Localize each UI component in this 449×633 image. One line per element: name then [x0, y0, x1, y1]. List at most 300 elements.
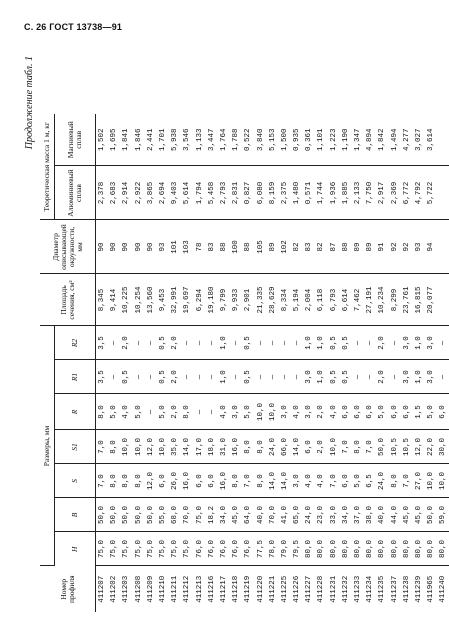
table-cell: 100 — [230, 220, 242, 274]
table-body — [96, 114, 449, 612]
table-row — [157, 114, 169, 612]
table-cell: 4,0 — [218, 394, 230, 430]
table-cell: 1,0 — [218, 326, 230, 360]
table-cell: 3,0 — [230, 394, 242, 430]
table-cell: — — [133, 326, 145, 360]
table-cell: — — [133, 360, 145, 394]
table-cell: 50,0 — [96, 498, 109, 532]
table-cell: 411235 — [378, 575, 387, 603]
table-cell: 31,0 — [218, 430, 230, 464]
table-cell: 32,991 — [169, 274, 181, 326]
table-cell: 411209 — [146, 575, 155, 603]
table-cell: 16,0 — [181, 464, 193, 498]
table-cell: 83 — [206, 220, 218, 274]
table-cell: 14,0 — [267, 464, 279, 498]
table-cell: 75,0 — [96, 532, 109, 566]
table-cell: — — [389, 326, 401, 360]
table-cell: 6,0 — [157, 464, 169, 498]
table-cell: 89 — [352, 220, 364, 274]
table-row — [230, 114, 242, 612]
table-cell: 80,0 — [401, 532, 413, 566]
table-cell: 10,0 — [425, 464, 437, 498]
table-cell: 55,0 — [157, 498, 169, 532]
table-cell: 10,225 — [120, 274, 132, 326]
table-row — [279, 114, 291, 612]
table-cell: 6,5 — [364, 464, 376, 498]
table-cell: 411231 — [329, 575, 338, 603]
profile-table — [40, 114, 449, 612]
table-cell: 0,522 — [242, 114, 254, 166]
table-cell: 27,0 — [413, 464, 425, 498]
table-cell: 90 — [108, 220, 120, 274]
table-cell: 16,815 — [413, 274, 425, 326]
table-cell: 103 — [181, 220, 193, 274]
table-cell: 80,0 — [425, 532, 437, 566]
table-cell: — — [194, 394, 206, 430]
table-cell: 7,0 — [96, 430, 109, 464]
table-cell: 75,0 — [194, 498, 206, 532]
table-row — [437, 114, 449, 612]
table-cell: 9,933 — [230, 274, 242, 326]
table-cell: 40,0 — [376, 498, 388, 532]
table-cell: 8,0 — [242, 430, 254, 464]
table-cell: — — [145, 394, 157, 430]
table-cell: — — [364, 326, 376, 360]
table-cell: 78,0 — [267, 532, 279, 566]
table-cell: 2,0 — [169, 360, 181, 394]
header-R2: R2 — [55, 326, 96, 360]
table-row — [364, 114, 376, 612]
table-cell: 411238 — [402, 575, 411, 603]
table-cell: 8,0 — [389, 464, 401, 498]
table-cell: 5,153 — [267, 114, 279, 166]
table-row — [315, 114, 327, 612]
table-cell: 2,793 — [218, 166, 230, 220]
table-cell: 1,841 — [120, 114, 132, 166]
table-cell: 80,0 — [413, 532, 425, 566]
table-cell: 6,0 — [194, 464, 206, 498]
table-cell: 2,831 — [230, 166, 242, 220]
table-cell: — — [206, 360, 218, 394]
table-cell: 45,0 — [401, 498, 413, 532]
table-row — [291, 114, 303, 612]
table-cell: 93 — [413, 220, 425, 274]
table-cell: 1,764 — [218, 114, 230, 166]
table-cell: 8,0 — [133, 464, 145, 498]
table-cell: 7,750 — [364, 166, 376, 220]
table-cell: 411965 — [427, 575, 436, 603]
table-cell: 10,0 — [133, 430, 145, 464]
table-cell: 78 — [194, 220, 206, 274]
table-cell: 44,0 — [389, 498, 401, 532]
table-cell: 7,0 — [340, 430, 352, 464]
table-row — [194, 114, 206, 612]
table-cell — [437, 220, 449, 274]
table-cell: 50,0 — [376, 430, 388, 464]
table-cell: 8,334 — [279, 274, 291, 326]
table-cell: 411226 — [293, 575, 302, 603]
table-row — [413, 114, 425, 612]
table-row — [425, 114, 437, 612]
table-cell: 10,0 — [328, 430, 340, 464]
table-cell: 3,027 — [413, 114, 425, 166]
header-S1: S1 — [55, 430, 96, 464]
table-cell: 3,5 — [96, 326, 109, 360]
table-cell: 6,0 — [352, 394, 364, 430]
header-mass-al: Алюминиевый сплав — [55, 166, 96, 220]
table-cell: — — [279, 326, 291, 360]
table-cell: — — [108, 360, 120, 394]
table-cell: 23,0 — [315, 498, 327, 532]
table-cell: — — [389, 360, 401, 394]
table-cell: 90 — [120, 220, 132, 274]
table-cell: 18,0 — [206, 430, 218, 464]
table-cell: — — [291, 360, 303, 394]
rotated-table-area — [22, 52, 448, 612]
table-caption: Продолжение табл. 1 — [24, 56, 35, 150]
table-cell: 10,0 — [437, 464, 449, 498]
table-cell: 92 — [389, 220, 401, 274]
table-cell: 76,0 — [194, 532, 206, 566]
table-row — [218, 114, 230, 612]
table-cell: 76,0 — [230, 532, 242, 566]
table-cell: 26,0 — [169, 464, 181, 498]
table-cell: — — [254, 326, 266, 360]
table-cell: 80,0 — [437, 532, 449, 566]
table-cell: 90 — [96, 220, 109, 274]
table-cell: 2,901 — [242, 274, 254, 326]
table-cell: 411212 — [183, 575, 192, 603]
table-cell: 75,0 — [108, 532, 120, 566]
table-cell: 16,0 — [230, 430, 242, 464]
table-cell: 4,0 — [315, 464, 327, 498]
table-cell: 2,441 — [145, 114, 157, 166]
table-cell: 1,0 — [303, 326, 315, 360]
table-row — [169, 114, 181, 612]
table-cell: 8,0 — [108, 464, 120, 498]
table-cell: 1,494 — [389, 114, 401, 166]
table-cell: 14,0 — [279, 464, 291, 498]
table-cell: 3,0 — [401, 360, 413, 394]
table-row — [242, 114, 254, 612]
table-cell: 1,842 — [376, 114, 388, 166]
table-cell: 6,0 — [364, 394, 376, 430]
table-cell: 6,118 — [315, 274, 327, 326]
table-cell: 411207 — [98, 575, 107, 603]
table-cell: 2,0 — [376, 326, 388, 360]
table-cell: 19,180 — [206, 274, 218, 326]
table-cell: 70,0 — [267, 498, 279, 532]
table-cell: 1,701 — [157, 114, 169, 166]
table-cell: 30,0 — [437, 430, 449, 464]
table-cell: 6,080 — [254, 166, 266, 220]
table-cell: 0,5 — [120, 360, 132, 394]
table-cell: 4,0 — [328, 394, 340, 430]
table-cell: 2,0 — [376, 360, 388, 394]
table-cell: 1,0 — [413, 326, 425, 360]
table-cell: 7,0 — [96, 464, 109, 498]
table-cell: 0,5 — [157, 360, 169, 394]
table-cell: 2,683 — [108, 166, 120, 220]
table-cell: 64,0 — [242, 498, 254, 532]
table-cell — [437, 274, 449, 326]
table-row — [389, 114, 401, 612]
table-row — [401, 114, 413, 612]
table-cell: 75,0 — [133, 532, 145, 566]
table-cell: 411216 — [207, 575, 216, 603]
table-cell: 80,0 — [364, 532, 376, 566]
table-cell: 4,894 — [364, 114, 376, 166]
table-cell: — — [437, 326, 449, 360]
table-cell: 3,0 — [401, 326, 413, 360]
table-cell: 3,5 — [96, 360, 109, 394]
table-row — [181, 114, 193, 612]
table-cell: 6,772 — [401, 166, 413, 220]
table-cell: 1,0 — [315, 326, 327, 360]
table-cell: 2,694 — [157, 166, 169, 220]
table-cell: 0,5 — [157, 326, 169, 360]
table-cell: 5,0 — [133, 394, 145, 430]
table-cell: 10,0 — [267, 394, 279, 430]
table-cell: 1,5 — [413, 394, 425, 430]
table-cell: 3,0 — [303, 360, 315, 394]
table-cell: — — [145, 360, 157, 394]
table-cell: 80,0 — [352, 532, 364, 566]
table-cell: 8,299 — [389, 274, 401, 326]
table-cell: 66,0 — [279, 430, 291, 464]
table-cell: 59,0 — [437, 498, 449, 532]
table-cell: 411227 — [305, 575, 314, 603]
table-cell: 87 — [328, 220, 340, 274]
table-cell: 411211 — [171, 575, 180, 603]
table-cell: 17,0 — [194, 430, 206, 464]
table-cell: 3,0 — [291, 464, 303, 498]
table-cell: 5,0 — [376, 394, 388, 430]
table-cell: 1,0 — [218, 360, 230, 394]
table-cell: 1,133 — [194, 114, 206, 166]
table-cell: 8,0 — [120, 464, 132, 498]
table-cell: — — [145, 326, 157, 360]
table-cell: 88 — [218, 220, 230, 274]
table-cell: 6,614 — [340, 274, 352, 326]
table-cell: 75,0 — [169, 532, 181, 566]
table-cell: 6,0 — [340, 464, 352, 498]
table-cell: — — [194, 326, 206, 360]
table-cell: 0,5 — [340, 360, 352, 394]
table-cell: 4,0 — [291, 394, 303, 430]
table-cell: — — [267, 326, 279, 360]
table-cell: 38,0 — [364, 498, 376, 532]
table-cell: 65,0 — [291, 498, 303, 532]
table-cell: 7,0 — [401, 464, 413, 498]
table-cell: 1,744 — [315, 166, 327, 220]
table-cell: 0,5 — [242, 326, 254, 360]
table-cell: 10,0 — [120, 430, 132, 464]
table-cell: 0,5 — [242, 360, 254, 394]
table-cell: 2,914 — [120, 166, 132, 220]
table-cell: 1,936 — [328, 166, 340, 220]
table-cell: 4,792 — [413, 166, 425, 220]
table-cell: 8,0 — [254, 430, 266, 464]
table-cell: 3,0 — [425, 360, 437, 394]
table-cell: 41,0 — [279, 498, 291, 532]
table-cell: 10,0 — [254, 394, 266, 430]
table-cell: 9,414 — [108, 274, 120, 326]
table-cell: 0,571 — [303, 166, 315, 220]
table-cell: 1,695 — [108, 114, 120, 166]
table-cell: 34,0 — [340, 498, 352, 532]
table-cell: — — [352, 360, 364, 394]
table-cell: 9,403 — [169, 166, 181, 220]
table-cell: — — [181, 326, 193, 360]
table-cell: 1,101 — [315, 114, 327, 166]
table-cell: 50,0 — [425, 498, 437, 532]
table-cell: 68,0 — [169, 498, 181, 532]
table-cell: 2,378 — [96, 166, 109, 220]
table-cell: 45,0 — [230, 498, 242, 532]
table-cell: 50,0 — [133, 498, 145, 532]
table-row — [376, 114, 388, 612]
table-cell: 2,369 — [389, 166, 401, 220]
table-cell: 2,0 — [169, 394, 181, 430]
page-header: С. 26 ГОСТ 13738—91 — [24, 22, 123, 32]
table-cell: 5,0 — [108, 394, 120, 430]
table-cell: 50,0 — [108, 498, 120, 532]
table-cell: 0,935 — [291, 114, 303, 166]
table-cell: 5,0 — [242, 394, 254, 430]
table-cell: 75,0 — [120, 532, 132, 566]
table-cell: 76,0 — [206, 532, 218, 566]
table-cell: 0,5 — [328, 360, 340, 394]
table-cell: 411218 — [232, 575, 241, 603]
table-cell: 10,254 — [133, 274, 145, 326]
table-cell: 75,0 — [145, 532, 157, 566]
table-cell: — — [267, 360, 279, 394]
table-row — [96, 114, 109, 612]
table-cell: 1,0 — [315, 360, 327, 394]
header-dims-group: Размеры, мм — [40, 326, 55, 566]
table-cell: 83 — [303, 220, 315, 274]
table-cell: 8,345 — [96, 274, 109, 326]
table-cell: 3,840 — [254, 114, 266, 166]
table-cell: 1,846 — [133, 114, 145, 166]
table-row — [352, 114, 364, 612]
table-cell: 411210 — [159, 575, 168, 603]
table-cell: 2,917 — [376, 166, 388, 220]
table-row — [254, 114, 266, 612]
table-cell: 80,0 — [340, 532, 352, 566]
header-area: Площадь сечения, см² — [40, 274, 96, 326]
table-cell: 5,194 — [291, 274, 303, 326]
table-cell: 35,0 — [169, 430, 181, 464]
table-cell: 75,0 — [157, 532, 169, 566]
table-cell: 34,0 — [218, 498, 230, 532]
table-cell: 80,0 — [303, 532, 315, 566]
table-cell: 40,0 — [254, 498, 266, 532]
table-cell: 6,793 — [328, 274, 340, 326]
table-cell: 0,5 — [340, 326, 352, 360]
table-cell: 20,077 — [425, 274, 437, 326]
header-mass-mg: Магниевый сплав — [55, 114, 96, 166]
table-cell: 9,453 — [157, 274, 169, 326]
table-cell: 50,0 — [145, 498, 157, 532]
table-cell: 1,347 — [352, 114, 364, 166]
table-cell — [437, 114, 449, 166]
table-cell: 411240 — [439, 575, 448, 603]
table-row — [206, 114, 218, 612]
table-cell: 9,799 — [218, 274, 230, 326]
table-cell: 12,0 — [413, 430, 425, 464]
table-cell: 92 — [401, 220, 413, 274]
table-cell: 10,5 — [401, 430, 413, 464]
table-row — [133, 114, 145, 612]
table-cell: 93 — [157, 220, 169, 274]
table-cell: 10,5 — [389, 430, 401, 464]
table-cell: 8,0 — [352, 430, 364, 464]
table-cell: 5,614 — [181, 166, 193, 220]
table-cell: 89 — [364, 220, 376, 274]
table-cell: 411228 — [317, 575, 326, 603]
table-cell: 411237 — [390, 575, 399, 603]
table-cell: 8,0 — [108, 430, 120, 464]
table-cell: 102 — [279, 220, 291, 274]
table-cell: 80,0 — [376, 532, 388, 566]
table-cell: 12,0 — [145, 464, 157, 498]
table-cell: 105 — [254, 220, 266, 274]
table-cell: 7,0 — [242, 464, 254, 498]
table-cell — [437, 166, 449, 220]
table-cell: 14,0 — [181, 430, 193, 464]
table-cell: — — [364, 360, 376, 394]
table-cell: 70,0 — [181, 498, 193, 532]
table-cell: 45,0 — [413, 498, 425, 532]
table-cell: 1,223 — [328, 114, 340, 166]
table-cell: 5,0 — [425, 394, 437, 430]
table-cell: 82 — [315, 220, 327, 274]
table-cell: 88 — [242, 220, 254, 274]
table-cell: 6,294 — [194, 274, 206, 326]
table-cell: 50,0 — [120, 498, 132, 532]
table-cell: 2,0 — [315, 394, 327, 430]
table-cell: 10,234 — [376, 274, 388, 326]
table-cell: 76,0 — [242, 532, 254, 566]
table-row — [120, 114, 132, 612]
table-cell: 411233 — [354, 575, 363, 603]
header-R1: R1 — [55, 360, 96, 394]
table-cell: 411203 — [122, 575, 131, 603]
table-cell: — — [194, 360, 206, 394]
table-cell: 3,865 — [145, 166, 157, 220]
table-cell: 5,938 — [169, 114, 181, 166]
table-row — [340, 114, 352, 612]
table-cell: 8,0 — [230, 464, 242, 498]
table-cell: 411217 — [219, 575, 228, 603]
table-cell: 2,375 — [279, 166, 291, 220]
table-cell: 3,0 — [425, 326, 437, 360]
table-cell: 1,190 — [340, 114, 352, 166]
table-cell: 411220 — [256, 575, 265, 603]
table-cell: — — [230, 360, 242, 394]
table-cell: 8,0 — [254, 464, 266, 498]
table-cell: 6,0 — [340, 394, 352, 430]
table-cell: 8,0 — [96, 394, 109, 430]
table-cell: 411202 — [110, 575, 119, 603]
table-cell: 28,629 — [267, 274, 279, 326]
table-cell: 1,885 — [340, 166, 352, 220]
table-cell: — — [181, 360, 193, 394]
table-cell: — — [206, 394, 218, 430]
header-R: R — [55, 394, 96, 430]
